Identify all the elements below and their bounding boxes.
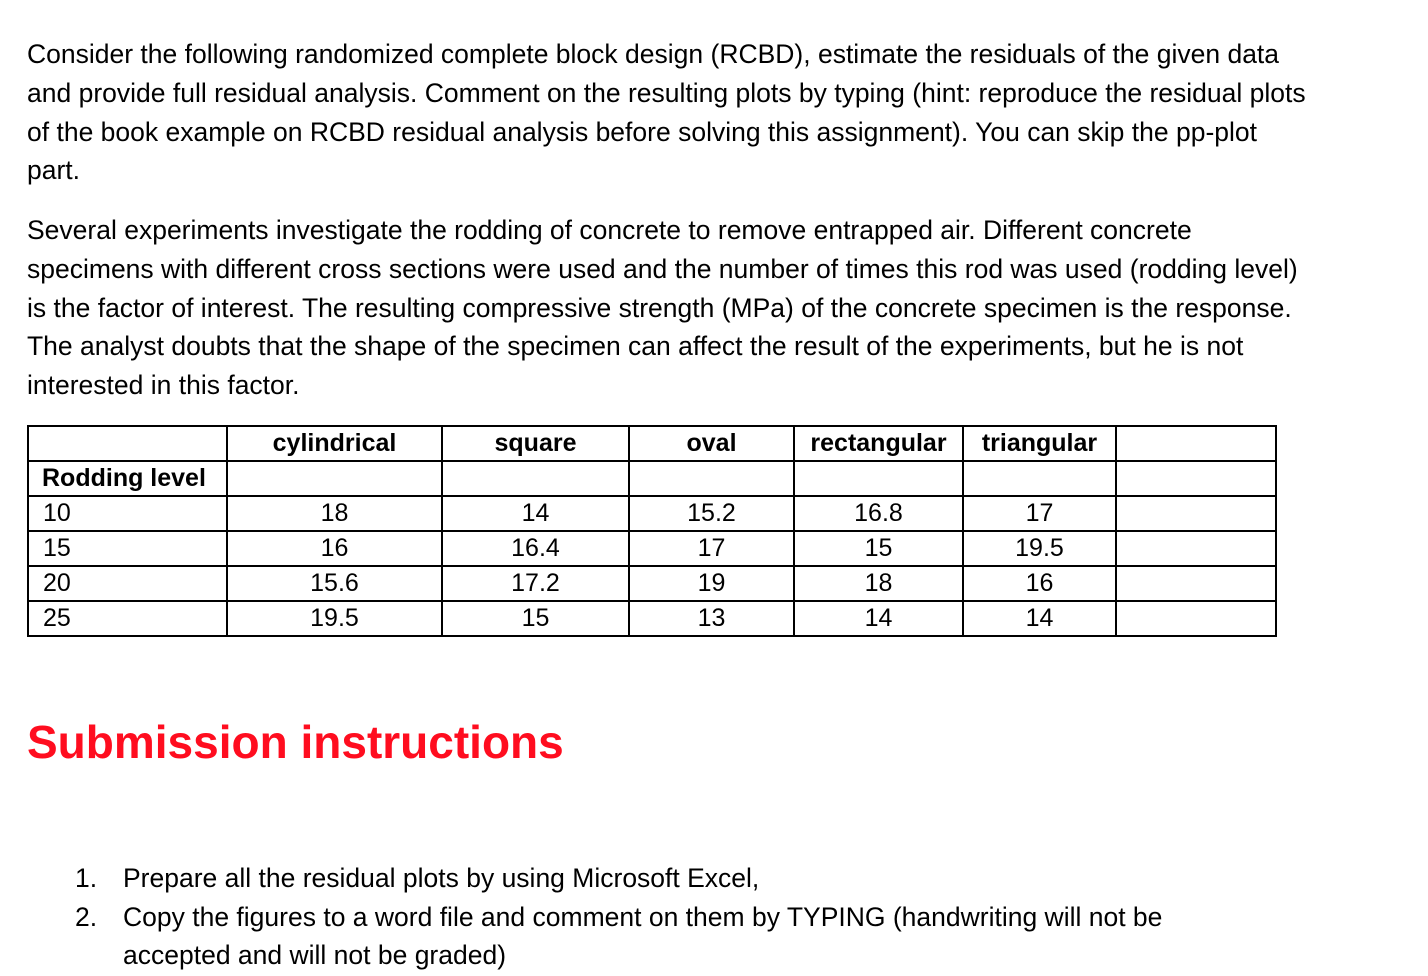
- value-cell: 16.4: [442, 531, 629, 566]
- rodding-level-cell: 20: [28, 566, 227, 601]
- column-header-oval: oval: [629, 426, 794, 461]
- table-header-row: [28, 426, 1276, 461]
- empty-cell: [1116, 461, 1276, 496]
- value-cell: 17: [963, 496, 1116, 531]
- column-header-square: square: [442, 426, 629, 461]
- rodding-level-cell: 25: [28, 601, 227, 636]
- empty-cell: [1116, 566, 1276, 601]
- rodding-level-cell: 10: [28, 496, 227, 531]
- value-cell: 19: [629, 566, 794, 601]
- intro-paragraph: Consider the following randomized complete block design (RCBD), estimate the residuals of the given data and provide full residual analysis. Comment on the resulting plots by typing (hint: reproduce the residual plots of the book example on RCBD residual analysis before solving this assignment). You can skip the pp-plot part.: [27, 39, 1306, 186]
- value-cell: 19.5: [227, 601, 442, 636]
- value-cell: 17: [629, 531, 794, 566]
- rcbd-data-table: [27, 425, 1277, 637]
- table-row: [28, 531, 1276, 566]
- table-row: [28, 601, 1276, 636]
- table-label-row: [28, 461, 1276, 496]
- table-row: [28, 496, 1276, 531]
- empty-cell: [227, 461, 442, 496]
- value-cell: 15.6: [227, 566, 442, 601]
- list-item: [75, 898, 1275, 975]
- empty-cell: [1116, 531, 1276, 566]
- value-cell: 16.8: [794, 496, 963, 531]
- rodding-level-cell: 15: [28, 531, 227, 566]
- list-marker: 1.: [75, 863, 98, 893]
- value-cell: 19.5: [963, 531, 1116, 566]
- list-marker: 2.: [75, 901, 98, 932]
- empty-header-cell: [1116, 426, 1276, 461]
- list-item-text: Prepare all the residual plots by using Microsoft Excel,: [123, 863, 760, 893]
- instruction-list: [75, 859, 1275, 975]
- value-cell: 14: [794, 601, 963, 636]
- value-cell: 15: [794, 531, 963, 566]
- empty-cell: [1116, 496, 1276, 531]
- context-paragraph: Several experiments investigate the rodding of concrete to remove entrapped air. Different concrete specimens with different cross sections were used and the number of times this rod was used (rodding level) is the factor of interest. The resulting compressive strength (MPa) of the concrete specimen is the response. The analyst doubts that the shape of the specimen can affect the result of the experiments, but he is not interested in this factor.: [27, 215, 1298, 401]
- value-cell: 14: [963, 601, 1116, 636]
- value-cell: 17.2: [442, 566, 629, 601]
- column-header-cylindrical: cylindrical: [227, 426, 442, 461]
- empty-cell: [629, 461, 794, 496]
- value-cell: 15: [442, 601, 629, 636]
- value-cell: 18: [227, 496, 442, 531]
- column-header-triangular: triangular: [963, 426, 1116, 461]
- list-item: [75, 859, 1275, 898]
- empty-cell: [794, 461, 963, 496]
- list-item-text: Copy the figures to a word file and comment on them by TYPING (handwriting will not be accepted and will not be graded): [123, 901, 1163, 970]
- value-cell: 16: [227, 531, 442, 566]
- value-cell: 15.2: [629, 496, 794, 531]
- row-header-label: Rodding level: [28, 461, 227, 496]
- table-row: [28, 566, 1276, 601]
- column-header-rectangular: rectangular: [794, 426, 963, 461]
- submission-heading: Submission instructions: [27, 716, 564, 768]
- value-cell: 13: [629, 601, 794, 636]
- empty-cell: [963, 461, 1116, 496]
- value-cell: 14: [442, 496, 629, 531]
- value-cell: 18: [794, 566, 963, 601]
- value-cell: 16: [963, 566, 1116, 601]
- empty-cell: [442, 461, 629, 496]
- table-corner-cell: [28, 426, 227, 461]
- empty-cell: [1116, 601, 1276, 636]
